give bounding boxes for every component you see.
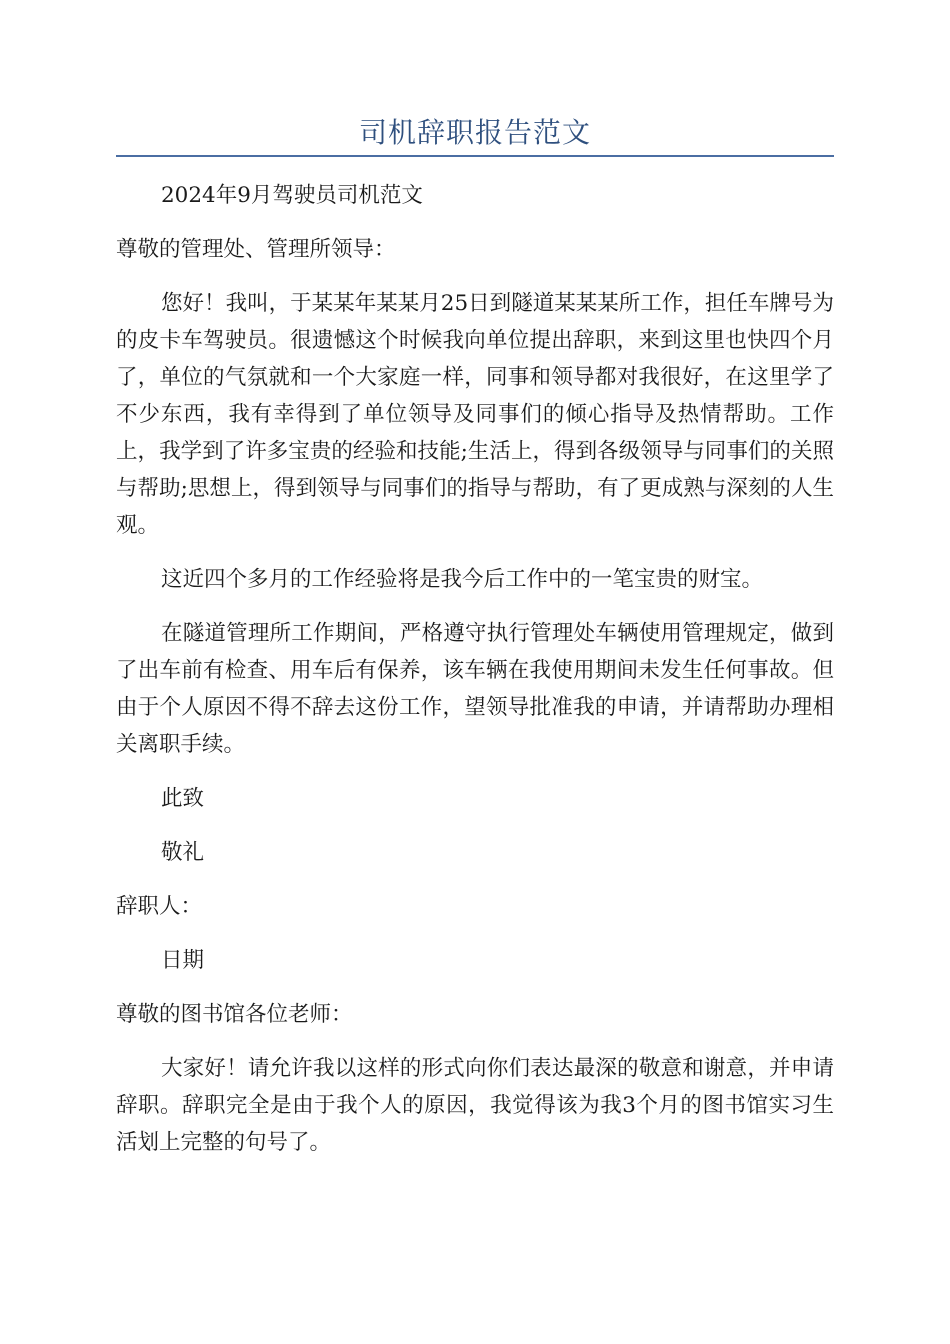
paragraph-salutation-1: 尊敬的管理处、管理所领导： [116, 237, 396, 262]
paragraph-heading-date: 2024年9月驾驶员司机范文 [161, 183, 423, 208]
paragraph-salutation-2: 尊敬的图书馆各位老师： [116, 1002, 353, 1027]
paragraph-closing-2: 敬礼 [161, 840, 205, 865]
paragraph-library-body: 大家好！请允许我以这样的形式向你们表达最深的敬意和谢意，并申请辞职。辞职完全是由于我个人的原因，我觉得该为我3个月的图书馆实习生活划上完整的句号了。 [116, 1056, 834, 1155]
paragraph-date: 日期 [161, 948, 205, 973]
paragraph-experience: 这近四个多月的工作经验将是我今后工作中的一笔宝贵的财宝。 [161, 567, 764, 592]
paragraph-greeting-body: 您好！我叫，于某某年某某月25日到隧道某某某所工作，担任车牌号为的皮卡车驾驶员。很遗憾这个时候我向单位提出辞职，来到这里也快四个月了，单位的气氛就和一个大家庭一样，同事和领导都对我很好，在这里学了不少东西，我有幸得到了单位领导及同事们的倾心指导及热情帮助。工作上，我学到了许多宝贵的经验和技能;生活上，得到各级领导与同事们的关照与帮助;思想上，得到领导与同事们的指导与帮助，有了更成熟与深刻的人生观。 [116, 291, 834, 538]
paragraph-resignation-reason: 在隧道管理所工作期间，严格遵守执行管理处车辆使用管理规定，做到了出车前有检查、用车后有保养，该车辆在我使用期间未发生任何事故。但由于个人原因不得不辞去这份工作，望领导批准我的申请，并请帮助办理相关离职手续。 [116, 621, 834, 757]
paragraph-closing-1: 此致 [161, 786, 205, 811]
title-underline [116, 155, 834, 157]
document-body [116, 177, 834, 1161]
document-page [116, 0, 834, 1178]
paragraph-signer: 辞职人： [116, 894, 203, 919]
document-title: 司机辞职报告范文 [358, 116, 591, 149]
